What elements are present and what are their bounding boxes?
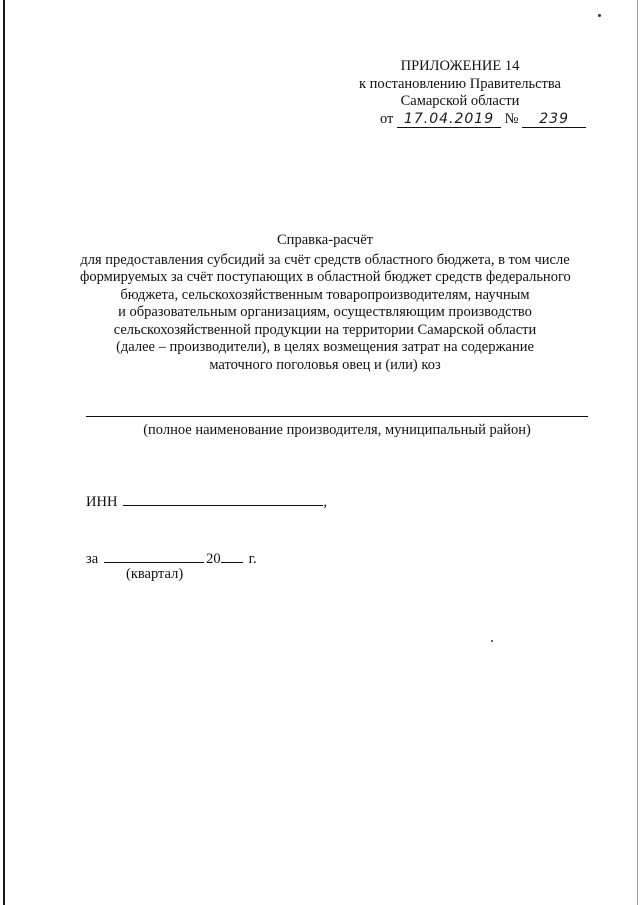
document-heading <box>80 232 570 374</box>
heading-line: сельскохозяйственной продукции на территории Самарской области <box>113 321 537 338</box>
producer-name-field[interactable] <box>86 416 588 417</box>
inn-field[interactable] <box>123 493 323 506</box>
handwritten-date: 17.04.2019 <box>397 112 501 128</box>
heading-line: маточного поголовья овец и (или) коз <box>209 356 441 373</box>
heading-line: и образовательным организациям, осуществляющим производство <box>118 304 532 320</box>
handwritten-number: 239 <box>522 112 586 128</box>
scan-edge-right <box>637 0 638 905</box>
number-prefix: № <box>504 110 519 127</box>
inn-label: ИНН <box>86 494 118 510</box>
heading-line: (далее – производители), в целях возмещения затрат на содержание <box>116 339 534 355</box>
heading-line: для предоставления субсидий за счёт средств областного бюджета, в том числе <box>80 251 570 268</box>
document-title: Справка-расчёт <box>277 232 373 248</box>
year-suffix: г. <box>248 551 257 567</box>
heading-line: бюджета, сельскохозяйственным товаропроизводителям, научным <box>120 286 530 303</box>
heading-line: формируемых за счёт поступающих в областной бюджет средств федерального <box>80 269 571 285</box>
scan-speck <box>491 640 493 642</box>
quarter-caption: (квартал) <box>126 566 184 582</box>
appendix-region-line: Самарской области <box>400 93 520 109</box>
year-prefix: 20 <box>206 551 221 567</box>
year-field[interactable] <box>221 550 243 563</box>
appendix-title: ПРИЛОЖЕНИЕ 14 <box>400 58 520 74</box>
period-prefix: за <box>86 551 99 567</box>
scan-edge-left <box>3 0 5 905</box>
appendix-date-line <box>340 111 580 129</box>
scan-speck <box>598 14 601 17</box>
inn-row <box>86 493 327 511</box>
date-prefix: от <box>380 110 394 127</box>
quarter-field[interactable] <box>104 550 204 563</box>
appendix-header <box>340 58 580 128</box>
inn-suffix: , <box>323 494 328 510</box>
appendix-decree-line: к постановлению Правительства <box>359 75 561 92</box>
producer-name-caption: (полное наименование производителя, муниципальный район) <box>143 422 531 438</box>
